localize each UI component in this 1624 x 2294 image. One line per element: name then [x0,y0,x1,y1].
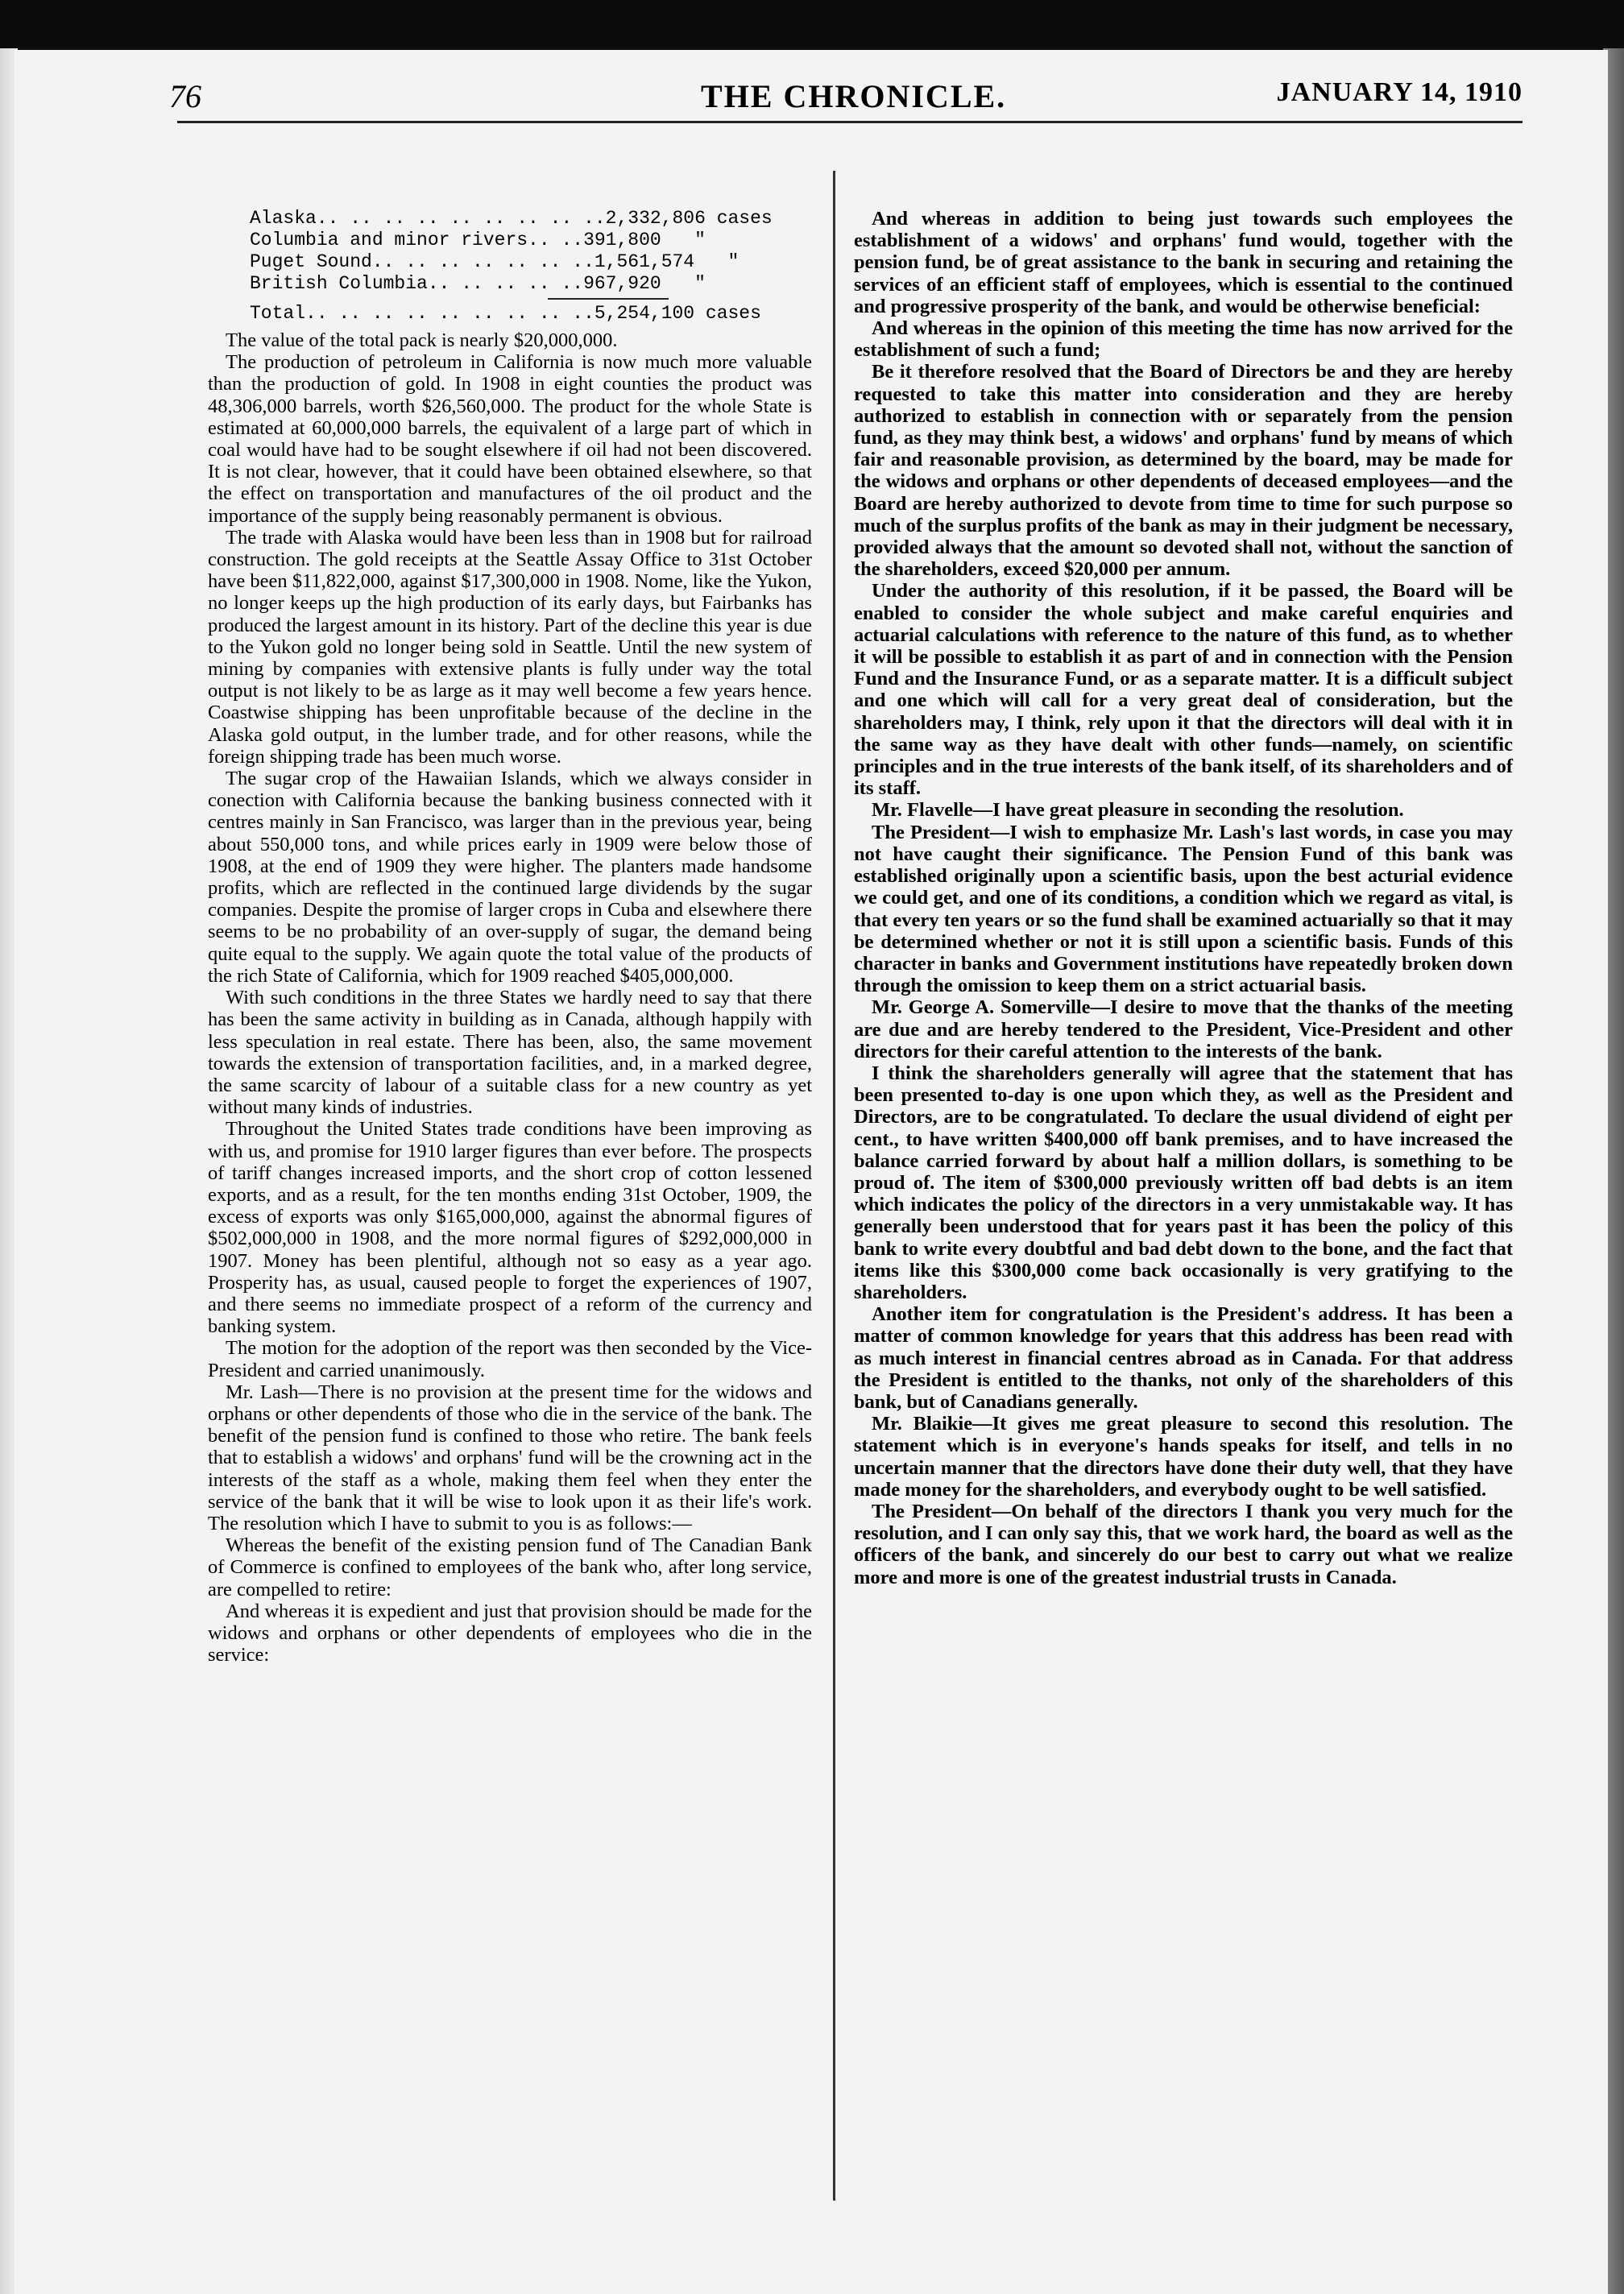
row-label: British Columbia.. .. .. .. .. [250,273,584,294]
paragraph: The trade with Alaska would have been less than in 1908 but for railroad construction. The gold receipts at the Seattle Assay Office to 31st October have been $11,822,000, against $17,300,000 in 1908. Nome, like the Yukon, no longer keeps up the high production of its early days, but Fairbanks has produced the largest amount in its history. Part of the decline this year is due to the Yukon gold no longer being sold in Seattle. Until the new system of mining by companies with extensive plants is fully under way the total output is not likely to be as large as it may well become a few years hence. Coastwise shipping has been unprofitable because of the decline in the Alaska gold output, in the lumber trade, and for other reasons, while the foreign shipping trade has been much worse. [208,526,812,768]
page-number: 76 [169,78,201,114]
paragraph: Be it therefore resolved that the Board of Directors be and they are hereby requested to take this matter into consideration and they are hereby authorized to establish in connection with or separately from the pension fund, as they may think best, a widows' and orphans' fund by means of which fair and reasonable provision, as determined by the board, may be made for the widows and orphans or other dependents of deceased employees—and the Board are hereby authorized to devote from time to time for such purpose so much of the surplus profits of the bank as may in their judgment be necessary, provided always that the amount so devoted shall not, without the sanction of the shareholders, exceed $20,000 per annum. [854,361,1513,581]
scanner-top-border [0,0,1624,56]
table-row [250,273,706,295]
page-header [169,77,1522,126]
paragraph: Throughout the United States trade conditions have been improving as with us, and promise for 1910 larger figures than ever before. The prospects of tariff changes increased imports, and the short crop of cotton lessened exports, and as a result, for the ten months ending 31st October, 1909, the excess of exports was only $165,000,000, against the abnormal figures of $502,000,000 in 1908, and the more normal figures of $292,000,000 in 1907. Money has been plentiful, although not so easy as a year ago. Prosperity has, as usual, caused people to forget the experiences of 1907, and there seems no immediate prospect of a reform of the currency and banking system. [208,1118,812,1338]
column-divider [833,171,835,2201]
row-label: Puget Sound.. .. .. .. .. .. .. [250,251,594,272]
masthead-title: THE CHRONICLE. [701,78,1007,114]
paragraph: Another item for congratulation is the President's address. It has been a matter of common knowledge for years that this address has been read with as much interest in financial centres abroad as in Canada. For that address the President is entitled to the thanks, not only of the shareholders of this bank, but of Canadians generally. [854,1303,1513,1413]
paragraph: Whereas the benefit of the existing pension fund of The Canadian Bank of Commerce is confined to employees of the bank who, after long service, are compelled to retire: [208,1534,812,1600]
row-value: 391,800 " [583,230,706,251]
total-label: Total.. .. .. .. .. .. .. .. .. [250,303,594,324]
paragraph: Mr. Blaikie—It gives me great pleasure to second this resolution. The statement which is in everyone's hands speaks for itself, and tells in no uncertain manner that the directors have done their duty well, that they have made money for the shareholders, and everybody ought to be well satisfied. [854,1413,1513,1501]
header-rule [177,121,1522,123]
paragraph: The value of the total pack is nearly $20,000,000. [226,329,618,351]
paragraph: Mr. George A. Somerville—I desire to move that the thanks of the meeting are due and are hereby tendered to the President, Vice-President and other directors for their careful attention to the interests of the bank. [854,996,1513,1062]
paragraph: And whereas in addition to being just towards such employees the establishment of a widows' and orphans' fund would, together with the pension fund, be of great assistance to the bank in securing and retaining the services of an efficient staff of employees, which is essential to the continued and progressive prosperity of the bank, and would be otherwise beneficial: [854,208,1513,317]
paragraph: With such conditions in the three States we hardly need to say that there has been the same activity in building as in Canada, although happily with less speculation in real estate. There has been, also, the same movement towards the extension of transportation facilities, and, in a marked degree, the same scarcity of labour of a suitable class for a new country as yet without many kinds of industries. [208,987,812,1119]
right-column [854,208,1513,1588]
salmon-pack-table [250,208,773,325]
paragraph: I think the shareholders generally will agree that the statement that has been presented to-day is one upon which they, as well as the President and Directors, are to be congratulated. To declare the usual dividend of eight per cent., to have written $400,000 off bank premises, and to have increased the balance carried forward by about half a million dollars, is something to be proud of. The item of $300,000 previously written off bad debts is an item which indicates the policy of the directors in a very unmistakable way. It has generally been understood that for years past it has been the policy of this bank to write every doubtful and bad debt down to the bone, and the fact that items like this $300,000 come back occasionally is very gratifying to the shareholders. [854,1062,1513,1303]
issue-date: JANUARY 14, 1910 [1276,77,1522,107]
left-column [208,208,812,1666]
paragraph: The motion for the adoption of the report was then seconded by the Vice-President and carried unanimously. [208,1337,812,1381]
paragraph: Mr. Lash—There is no provision at the present time for the widows and orphans or other dependents of those who die in the service of the bank. The benefit of the pension fund is confined to those who retire. The bank feels that to establish a widows' and orphans' fund will be the crowning act in the interests of the staff as a whole, making them feel when they enter the service of the bank that it will be wise to look upon it as their life's work. The resolution which I have to submit to you is as follows:— [208,1381,812,1534]
paragraph: The production of petroleum in California is now much more valuable than the production of gold. In 1908 in eight counties the product was 48,306,000 barrels, worth $26,560,000. The product for the whole State is estimated at 60,000,000 barrels, the equivalent of a large part of which in coal would have had to be sought elsewhere if oil had not been discovered. It is not clear, however, that it could have been obtained elsewhere, so that the effect on transportation and manufactures of the oil product and the importance of the supply being reasonably permanent is obvious. [208,351,812,527]
table-row [250,251,740,273]
total-rule [548,298,669,300]
table-row [250,230,706,251]
table-row [250,208,773,230]
row-value: 2,332,806 cases [605,208,773,229]
row-label: Alaska.. .. .. .. .. .. .. .. .. [250,208,606,229]
total-value: 5,254,100 cases [594,303,761,324]
paragraph: And whereas it is expedient and just that provision should be made for the widows and orphans or other dependents of employees who die in the service: [208,1600,812,1667]
row-label: Columbia and minor rivers.. .. [250,230,584,251]
paragraph: And whereas in the opinion of this meeting the time has now arrived for the establishment of such a fund; [854,317,1513,362]
paragraph: The President—I wish to emphasize Mr. Lash's last words, in case you may not have caught their significance. The Pension Fund of this bank was established originally upon a scientific basis, upon the best acturial evidence we could get, and one of its conditions, a condition which we regard as vital, is that every ten years or so the fund shall be examined actuarially so that it may be determined whether or not it is still upon a scientific basis. Funds of this character in banks and Government institutions have repeatedly broken down through the omission to keep them on a strict actuarial basis. [854,821,1513,997]
paragraph: Mr. Flavelle—I have great pleasure in seconding the resolution. [872,799,1404,822]
paragraph: The President—On behalf of the directors I thank you very much for the resolution, and I can only say this, that we work hard, the board as well as the officers of the bank, and sincerely do our best to carry out what we realize more and more is one of the greatest industrial trusts in Canada. [854,1500,1513,1588]
row-value: 967,920 " [583,273,706,294]
paragraph: Under the authority of this resolution, if it be passed, the Board will be enabled to consider the whole subject and make careful enquiries and actuarial calculations with reference to the nature of this fund, as to whether it will be possible to establish it as part of and in connection with the Pension Fund and the Insurance Fund, or as a separate matter. It is a difficult subject and one which will call for a very great deal of consideration, but the shareholders may, I think, rely upon it that the directors will deal with it in the same way as they have dealt with other funds—namely, on scientific principles and in the true interests of the bank itself, of its shareholders and of its staff. [854,580,1513,800]
row-value: 1,561,574 " [594,251,740,272]
table-total-row [250,303,761,325]
paragraph: The sugar crop of the Hawaiian Islands, which we always consider in conection with California because the banking business connected with it centres mainly in San Francisco, was larger than in the previous year, being about 550,000 tons, and while prices early in 1909 were below those of 1908, at the end of 1909 they were higher. The planters made handsome profits, which are reflected in the continued large dividends by the sugar companies. Despite the promise of larger crops in Cuba and elsewhere there seems to be no probability of an over-supply of sugar, the demand being quite equal to the supply. We again quote the total value of the products of the rich State of California, which for 1909 reached $405,000,000. [208,768,812,987]
